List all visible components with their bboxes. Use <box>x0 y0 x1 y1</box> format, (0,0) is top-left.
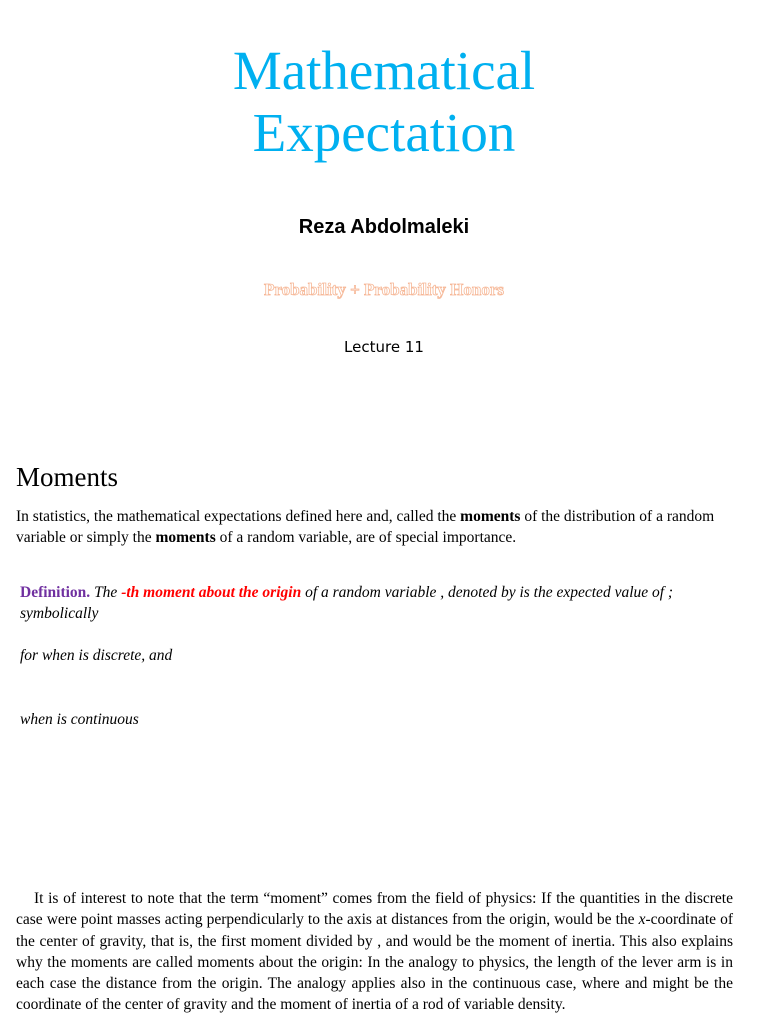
section-heading: Moments <box>16 462 119 492</box>
intro-bold-2: moments <box>155 529 216 546</box>
para-text-2: -coordinate of the center of gravity, that is, the first moment divided by , and would be the moment of inertia. This also explains why the moments are called moments about the origin: In the analogy to physics, the length of the lever arm is in each case the distance from the origin. The analogy applies also in the continuous case, where and might be the coordinate of the center of gravity and the moment of inertia of a rod of variable density. <box>16 911 733 1014</box>
discrete-case-line: for when is discrete, and <box>20 647 173 664</box>
author-name: Reza Abdolmaleki <box>298 216 470 238</box>
title-slide <box>0 0 768 410</box>
definition-post: of a random variable , denoted by is the expected value of ; symbolically <box>20 584 674 622</box>
slide-title <box>0 40 768 164</box>
intro-text-3: of a random variable, are of special importance. <box>215 529 517 546</box>
physics-analogy-paragraph <box>16 888 733 1016</box>
continuous-case-line: when is continuous <box>20 711 139 728</box>
moments-slide <box>0 410 768 1024</box>
para-text-1: It is of interest to note that the term “moment” comes from the field of physics: If the quantities in the discrete case were point masses acting perpendicularly to the axis at distances from the origin, would be the <box>16 890 733 929</box>
para-italic-x: x <box>638 911 646 929</box>
definition-term: -th moment about the origin <box>121 584 302 601</box>
definition-pre: The <box>90 584 122 601</box>
course-name: Probability + Probability Honors <box>263 280 504 299</box>
intro-text-1: In statistics, the mathematical expectations defined here and, called the <box>16 508 461 525</box>
definition-block <box>20 582 750 624</box>
lecture-number: Lecture 11 <box>344 338 424 356</box>
intro-text-2: of the distribution of a random variable or simply the <box>16 508 715 546</box>
intro-paragraph <box>16 506 756 548</box>
definition-label: Definition. <box>20 584 91 601</box>
intro-bold-1: moments <box>460 508 521 525</box>
title-line-1: Mathematical <box>232 40 536 101</box>
title-line-2: Expectation <box>252 102 516 163</box>
